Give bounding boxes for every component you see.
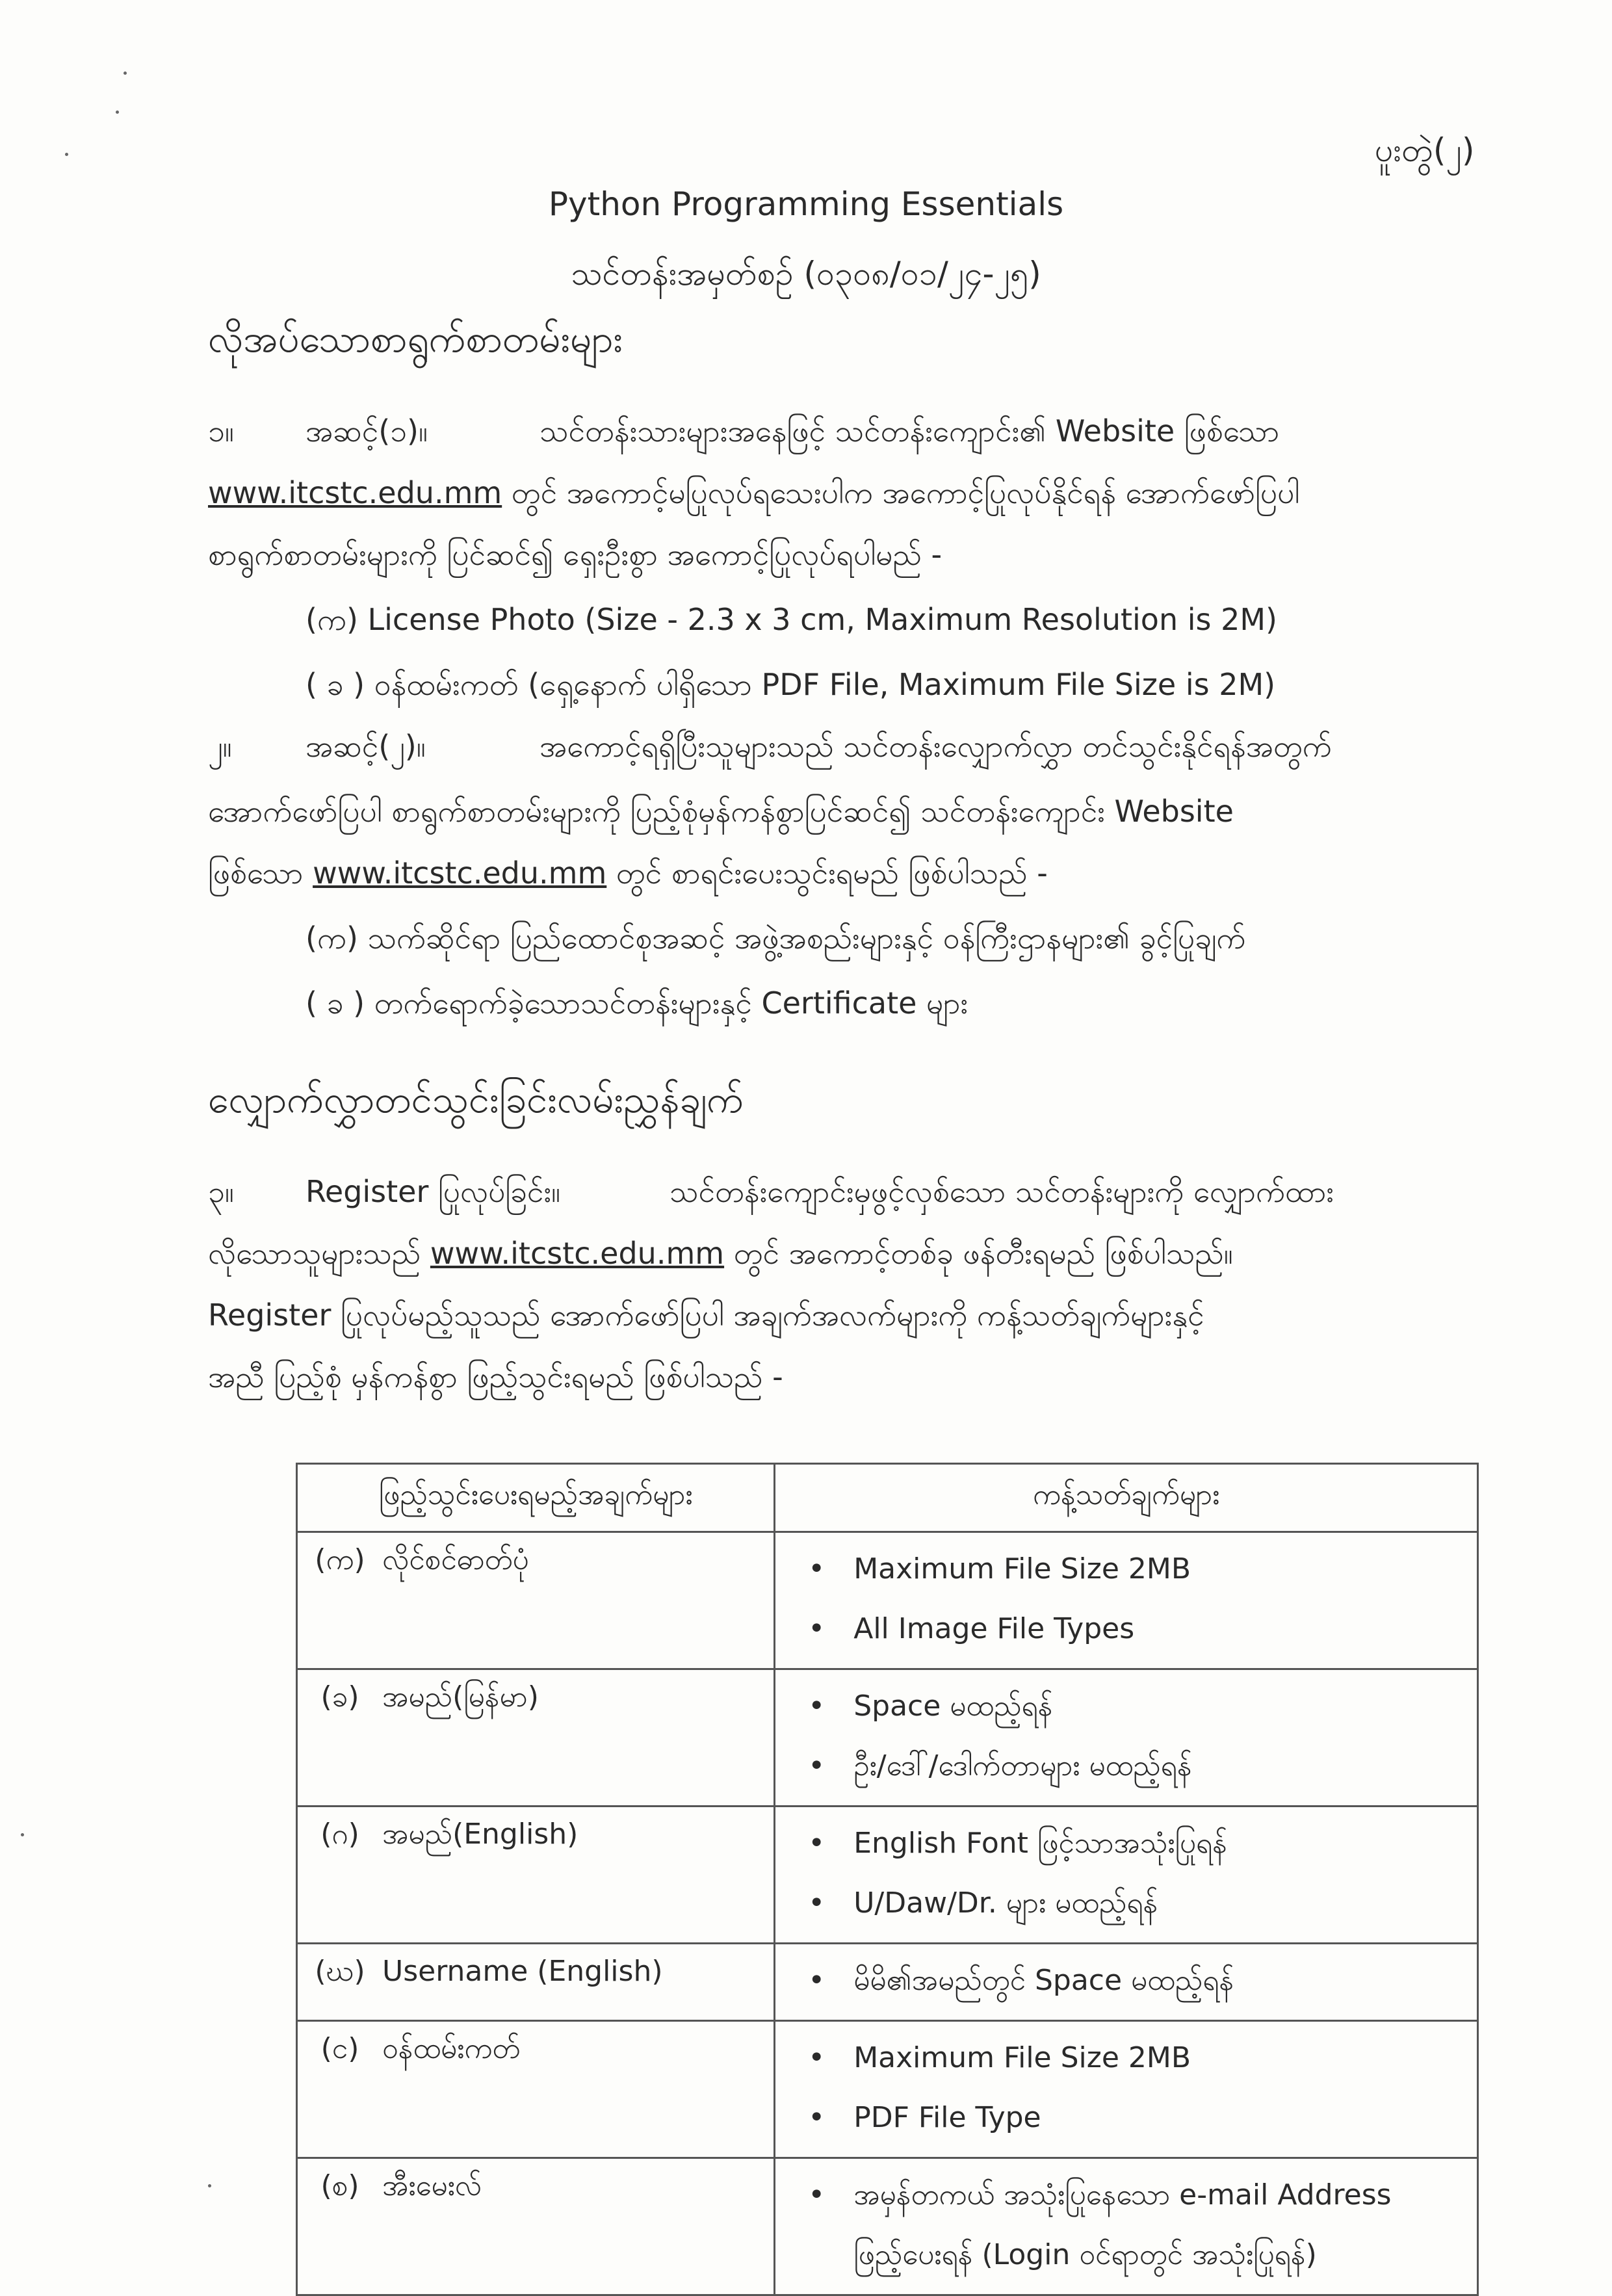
row-code: (စ) <box>320 2169 359 2202</box>
para-text: လိုသောသူများသည် <box>208 1236 430 1271</box>
page-number: ပူးတွဲ(၂) <box>1375 131 1475 169</box>
table-row <box>297 2021 1478 2158</box>
field-name: အမည်(မြန်မာ) <box>382 1680 539 1714</box>
field-cell <box>297 1669 775 1807</box>
field-name: လိုင်စင်ဓာတ်ပုံ <box>382 1543 529 1576</box>
constraint-item: • ဦး/ဒေါ်/ဒေါက်တာများ မထည့်ရန် <box>808 1736 1464 1796</box>
step-label: အဆင့်(၂)။ <box>306 729 426 764</box>
table-row <box>297 1807 1478 1944</box>
constraint-cell <box>775 2158 1478 2295</box>
constraint-cell <box>775 2021 1478 2158</box>
field-cell <box>297 1807 775 1944</box>
para-text: သင်တန်းသားများအနေဖြင့် သင်တန်းကျောင်း၏ Website ဖြစ်သော <box>540 413 1280 449</box>
constraint-cell <box>775 1944 1478 2021</box>
para1-item-a: (က) License Photo (Size - 2.3 x 3 cm, Maximum Resolution is 2M) <box>306 602 1277 637</box>
para2-line1 <box>208 728 1332 772</box>
para-number: ၃။ <box>208 1174 234 1209</box>
website-link[interactable]: www.itcstc.edu.mm <box>430 1236 725 1271</box>
para-number: ၁။ <box>208 413 234 449</box>
para1-line3: စာရွက်စာတမ်းများကို ပြင်ဆင်၍ ရှေးဦးစွာ အကောင့်ပြုလုပ်ရပါမည် - <box>208 537 942 572</box>
constraint-item: • PDF File Type <box>808 2088 1464 2148</box>
para3-line4: အညီ ပြည့်စုံ မှန်ကန်စွာ ဖြည့်သွင်းရမည် ဖြစ်ပါသည် - <box>208 1359 783 1394</box>
para-text: သင်တန်းကျောင်းမှဖွင့်လှစ်သော သင်တန်းများကို လျှောက်ထား <box>670 1174 1334 1209</box>
table-row <box>297 2158 1478 2295</box>
constraint-item: • မိမိ၏အမည်တွင် Space မထည့်ရန် <box>808 1951 1464 2011</box>
constraint-item: • အမှန်တကယ် အသုံးပြုနေသော e-mail Address <box>808 2165 1464 2225</box>
website-link[interactable]: www.itcstc.edu.mm <box>313 855 607 891</box>
row-code: (င) <box>320 2032 359 2065</box>
para-text: ဖြစ်သော <box>208 855 313 891</box>
table-row <box>297 1532 1478 1669</box>
row-code: (ဃ) <box>315 1955 365 1988</box>
column-header-fields: ဖြည့်သွင်းပေးရမည့်အချက်များ <box>297 1464 775 1532</box>
constraint-item: • Maximum File Size 2MB <box>808 1539 1464 1599</box>
field-name: အီးမေးလ် <box>382 2169 482 2202</box>
scan-speck <box>124 72 127 75</box>
field-cell <box>297 2021 775 2158</box>
constraint-cell <box>775 1807 1478 1944</box>
row-code: (ဂ) <box>320 1818 359 1851</box>
constraint-item-continuation: ဖြည့်ပေးရန် (Login ဝင်ရာတွင် အသုံးပြုရန်) <box>853 2238 1317 2271</box>
para3-line1 <box>208 1173 1334 1217</box>
row-code: (ခ) <box>320 1680 359 1714</box>
scan-speck <box>65 153 68 156</box>
field-name: Username (English) <box>382 1955 663 1988</box>
constraint-item: • U/Daw/Dr. များ မထည့်ရန် <box>808 1873 1464 1933</box>
constraint-cell <box>775 1669 1478 1807</box>
para-text: တွင် အကောင့်မပြုလုပ်ရသေးပါက အကောင့်ပြုလုပ်နိုင်ရန် အောက်ဖော်ပြပါ <box>502 475 1300 510</box>
section-heading-required-documents: လိုအပ်သောစာရွက်စာတမ်းများ <box>208 317 623 361</box>
para1-line1 <box>208 413 1279 456</box>
row-code: (က) <box>315 1543 365 1576</box>
requirements-table <box>296 1463 1479 2296</box>
step-label: အဆင့်(၁)။ <box>306 413 428 449</box>
para1-line2 <box>208 475 1299 518</box>
para1-item-b: ( ခ ) ဝန်ထမ်းကတ် (ရှေ့နောက် ပါရှိသော PDF File, Maximum File Size is 2M) <box>306 667 1276 702</box>
column-header-constraints: ကန့်သတ်ချက်များ <box>775 1464 1478 1532</box>
table-header-row <box>297 1464 1478 1532</box>
para-number: ၂။ <box>208 729 232 764</box>
document-subtitle: သင်တန်းအမှတ်စဉ် (၀၃၀၈/၀၁/၂၄-၂၅) <box>571 255 1041 293</box>
scan-speck <box>208 2184 211 2187</box>
scan-speck <box>21 1833 24 1836</box>
constraint-item: • Maximum File Size 2MB <box>808 2028 1464 2088</box>
website-link[interactable]: www.itcstc.edu.mm <box>208 475 502 510</box>
table-row <box>297 1669 1478 1807</box>
document-title: Python Programming Essentials <box>548 185 1064 223</box>
table-row <box>297 1944 1478 2021</box>
field-name: အမည်(English) <box>382 1818 578 1851</box>
para2-line2: အောက်ဖော်ပြပါ စာရွက်စာတမ်းများကို ပြည့်စုံမှန်ကန်စွာပြင်ဆင်၍ သင်တန်းကျောင်း Website <box>208 794 1234 829</box>
section-heading-application-guide: လျှောက်လွှာတင်သွင်းခြင်းလမ်းညွှန်ချက် <box>208 1077 744 1121</box>
para-text: တွင် စာရင်းပေးသွင်းရမည် ဖြစ်ပါသည် - <box>606 855 1048 891</box>
constraint-item: • English Font ဖြင့်သာအသုံးပြုရန် <box>808 1814 1464 1873</box>
para2-item-a: (က) သက်ဆိုင်ရာ ပြည်ထောင်စုအဆင့် အဖွဲ့အစည်းများနှင့် ဝန်ကြီးဌာနများ၏ ခွင့်ပြုချက် <box>306 920 1246 956</box>
field-name: ဝန်ထမ်းကတ် <box>382 2032 521 2065</box>
register-label: Register ပြုလုပ်ခြင်း။ <box>306 1174 561 1209</box>
constraint-cell <box>775 1532 1478 1669</box>
constraint-item: • Space မထည့်ရန် <box>808 1676 1464 1736</box>
para-text: တွင် အကောင့်တစ်ခု ဖန်တီးရမည် ဖြစ်ပါသည်။ <box>724 1236 1233 1271</box>
para2-line3 <box>208 855 1048 898</box>
field-cell <box>297 1944 775 2021</box>
field-cell <box>297 1532 775 1669</box>
constraint-item: • All Image File Types <box>808 1599 1464 1659</box>
field-cell <box>297 2158 775 2295</box>
para3-line2 <box>208 1235 1233 1279</box>
para3-line3: Register ပြုလုပ်မည့်သူသည် အောက်ဖော်ပြပါ အချက်အလက်များကို ကန့်သတ်ချက်များနှင့် <box>208 1298 1204 1333</box>
para-text: အကောင့်ရရှိပြီးသူများသည် သင်တန်းလျှောက်လွှာ တင်သွင်းနိုင်ရန်အတွက် <box>540 729 1332 764</box>
para2-item-b: ( ခ ) တက်ရောက်ခဲ့သောသင်တန်းများနှင့် Certificate များ <box>306 985 968 1021</box>
scan-speck <box>116 111 119 114</box>
